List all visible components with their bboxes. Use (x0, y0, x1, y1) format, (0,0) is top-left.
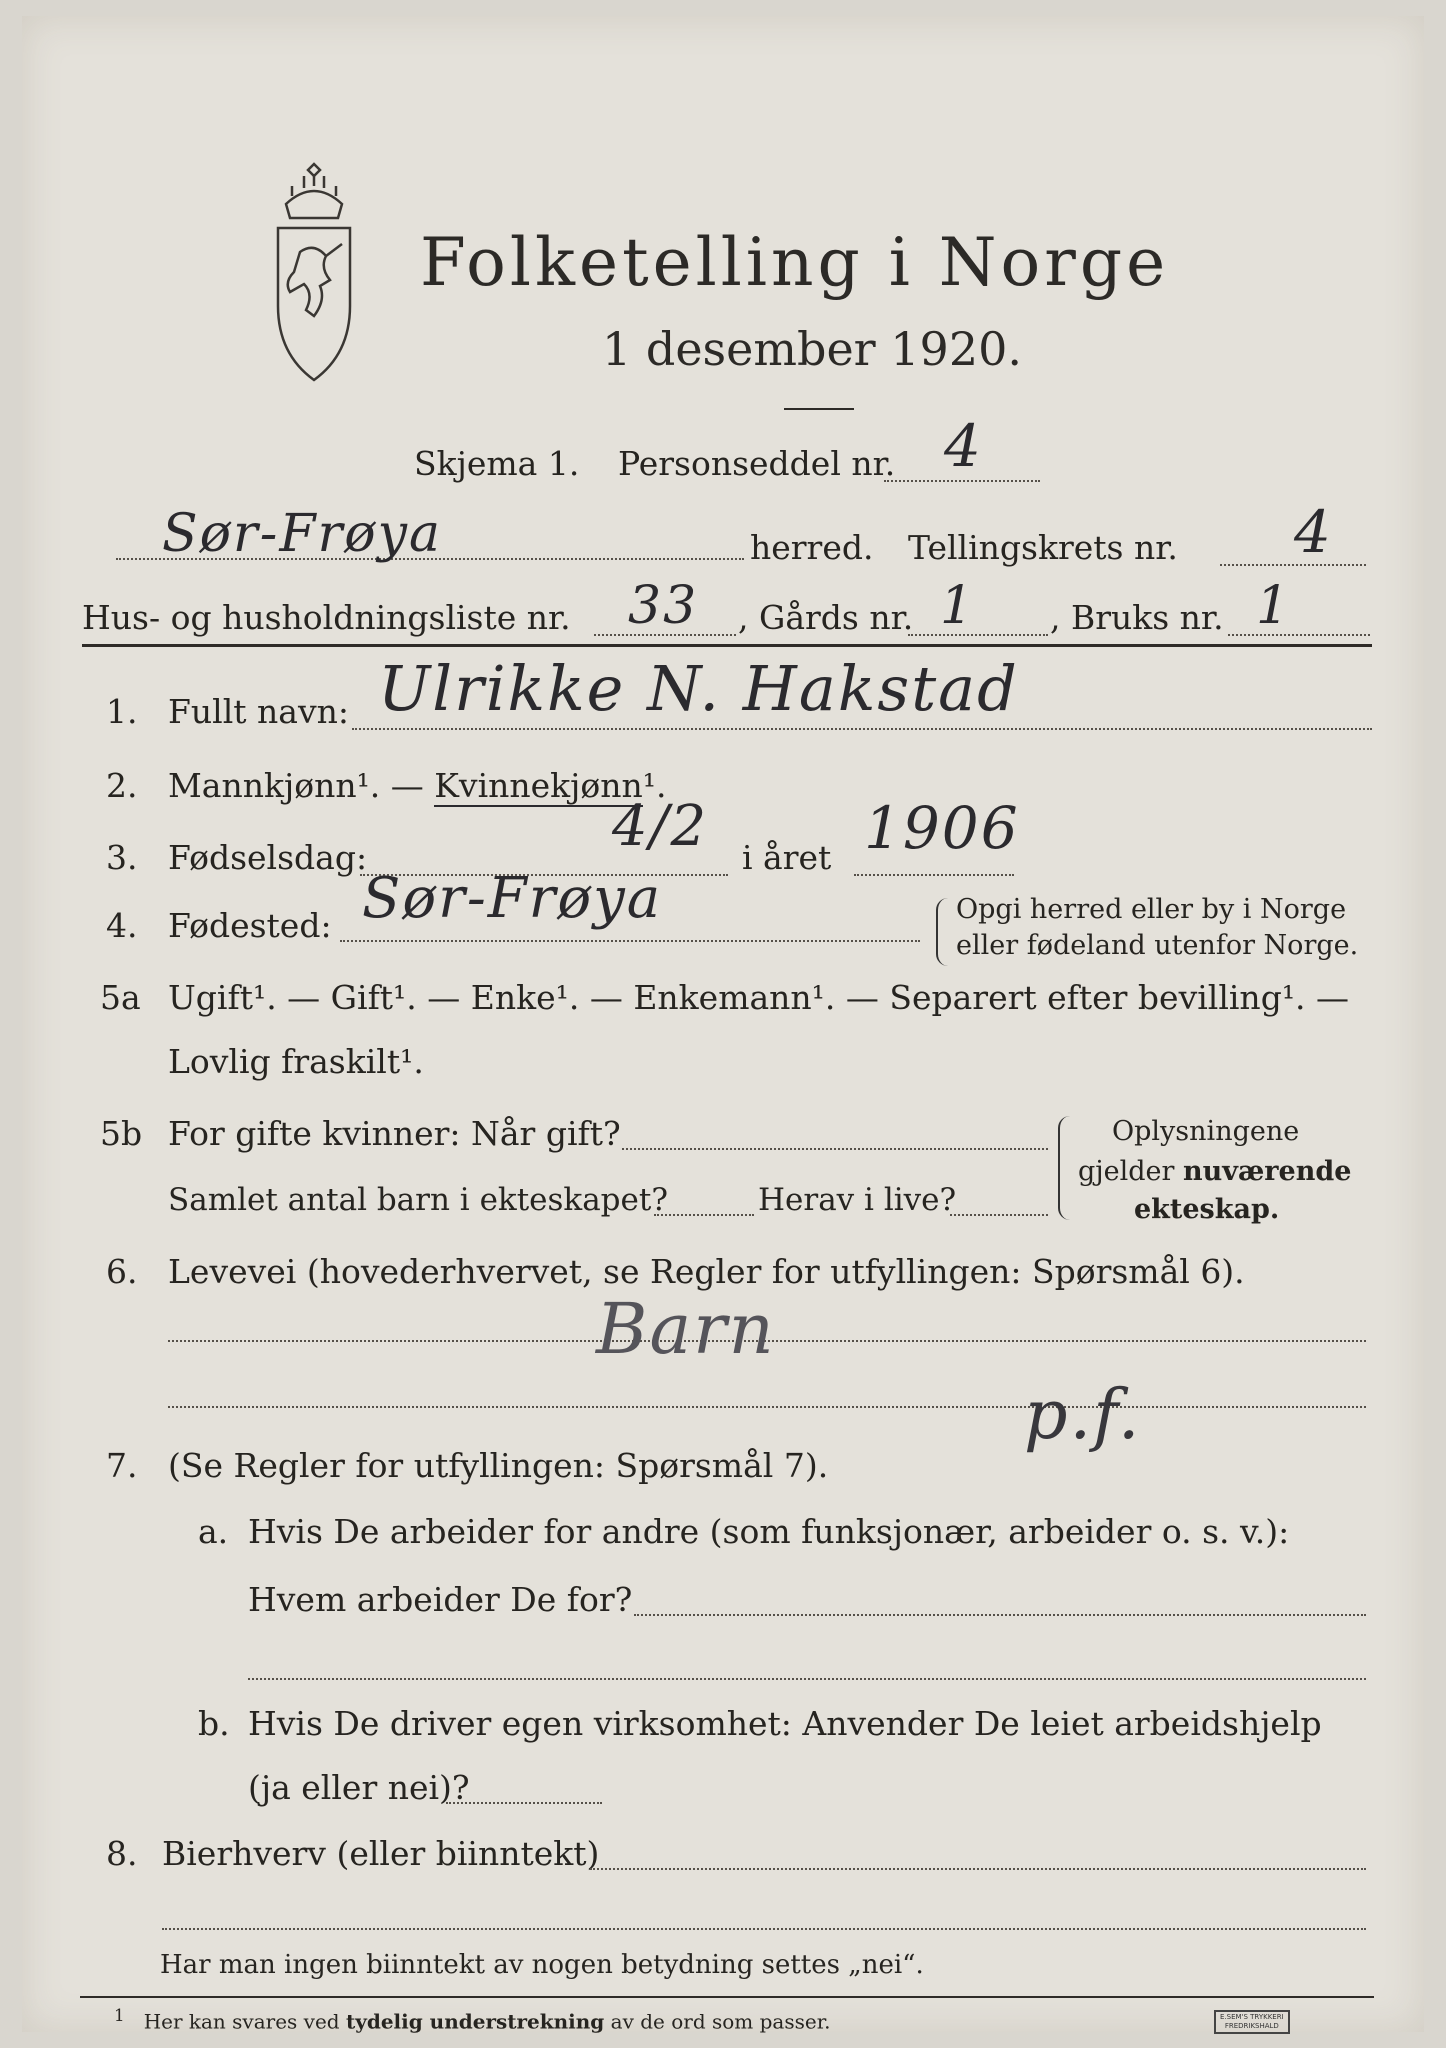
q7-label: (Se Regler for utfyllingen: Spørsmål 7). (168, 1446, 829, 1485)
skjema-label: Skjema 1. (414, 444, 580, 483)
page-title: Folketelling i Norge (420, 224, 1170, 301)
q7b-field-line (446, 1802, 602, 1804)
herred-value[interactable]: Sør-Frøya (162, 504, 442, 564)
q1-number: 1. (106, 692, 138, 731)
q5b-note-line3: ekteskap. (1134, 1194, 1280, 1225)
header-rule (82, 644, 1372, 647)
q3-label: Fødselsdag: (168, 838, 368, 877)
q7a-letter: a. (198, 1512, 229, 1551)
gards-value[interactable]: 1 (940, 576, 976, 636)
q6-label: Levevei (hovederhvervet, se Regler for utfyllingen: Spørsmål 6). (168, 1252, 1245, 1291)
printer-mark-line2: FREDRIKSHALD (1224, 2022, 1279, 2030)
q6-occupation-value[interactable]: Barn (596, 1288, 776, 1370)
q7-number: 7. (106, 1446, 138, 1485)
tellingskrets-label: Tellingskrets nr. (908, 528, 1178, 567)
q5b-note-line2-bold: nuværende (1183, 1156, 1352, 1187)
q5b-note-line2 (1078, 1156, 1351, 1187)
q1-field-line (352, 728, 1372, 730)
q1-fullname-value[interactable]: Ulrikke N. Hakstad (378, 652, 1019, 725)
footnote-text-a: Her kan svares ved (143, 2009, 346, 2034)
herred-label: herred. (750, 528, 874, 567)
q8-number: 8. (106, 1834, 138, 1873)
q4-label: Fødested: (168, 906, 332, 945)
q2-sex-options (168, 766, 667, 805)
q7a-field-line-1 (634, 1614, 1366, 1616)
q3-birthday-value[interactable]: 4/2 (612, 794, 709, 859)
husliste-label: Hus- og husholdningsliste nr. (82, 598, 571, 637)
norwegian-coat-of-arms-icon (266, 156, 362, 388)
q5a-marital-options[interactable]: Ugift¹. — Gift¹. — Enke¹. — Enkemann¹. — Separert efter bevilling¹. — (168, 978, 1350, 1017)
q4-note-line1: Opgi herred eller by i Norge (956, 894, 1347, 925)
q5b-number: 5b (100, 1114, 143, 1153)
q7b-letter: b. (198, 1704, 230, 1743)
personseddel-value[interactable]: 4 (944, 412, 983, 480)
q5b-alive-field-line (950, 1214, 1048, 1216)
title-divider (784, 408, 854, 410)
q3-year-label: i året (742, 838, 832, 877)
footnote-text-bold: tydelig understrekning (345, 2009, 605, 2034)
printer-mark-line1: E.SEM'S TRYKKERI (1220, 2013, 1284, 2021)
q2-footnote-mark: ¹. (642, 766, 667, 805)
census-form-page (22, 16, 1424, 2032)
q5b-married-label: For gifte kvinner: Når gift? (168, 1114, 621, 1153)
q4-number: 4. (106, 906, 138, 945)
q5b-children-field-line (654, 1214, 754, 1216)
q8-field-line-1 (590, 1868, 1366, 1870)
q6-field-line-2 (168, 1406, 1366, 1408)
q5b-children-label: Samlet antal barn i ekteskapet? (168, 1182, 668, 1218)
husliste-value[interactable]: 33 (628, 576, 699, 636)
q5b-alive-label: Herav i live? (758, 1182, 957, 1218)
bruks-label: , Bruks nr. (1050, 598, 1224, 637)
footer-rule (80, 1996, 1374, 1998)
gards-label: , Gårds nr. (738, 598, 914, 637)
bruks-value[interactable]: 1 (1256, 576, 1292, 636)
footnote-text-c: av de ord som passer. (604, 2009, 831, 2034)
q7b-line2: (ja eller nei)? (248, 1768, 470, 1807)
gards-field-line (908, 634, 1048, 636)
printer-mark (1214, 2010, 1290, 2034)
q5b-married-field-line (622, 1148, 1048, 1150)
q2-number: 2. (106, 766, 138, 805)
q7a-line1: Hvis De arbeider for andre (som funksjonær, arbeider o. s. v.): (248, 1512, 1290, 1551)
footnote-number: 1 (114, 2006, 125, 2025)
q4-field-line (340, 940, 920, 942)
q4-note-line2: eller fødeland utenfor Norge. (956, 930, 1359, 961)
q2-male-option[interactable]: Mannkjønn¹. — (168, 766, 435, 805)
q5a-number: 5a (100, 978, 141, 1017)
q8-field-line-2 (162, 1928, 1366, 1930)
q4-birthplace-value[interactable]: Sør-Frøya (362, 866, 663, 931)
q2-female-option-underlined[interactable]: Kvinnekjønn (434, 766, 643, 805)
q7b-line1: Hvis De driver egen virksomhet: Anvender De leiet arbeidshjelp (248, 1704, 1322, 1743)
q5b-note-line2-a: gjelder (1078, 1156, 1184, 1187)
q3-year-field-line (854, 874, 1014, 876)
q8-label: Bierhverv (eller biinntekt) (162, 1834, 600, 1873)
census-date: 1 desember 1920. (602, 322, 1022, 376)
tellingskrets-field-line (1220, 564, 1366, 566)
personseddel-field-line (884, 480, 1040, 482)
q6-occupation-suffix[interactable]: p.f. (1024, 1376, 1142, 1455)
q7a-line2: Hvem arbeider De for? (248, 1580, 633, 1619)
footnote (114, 2006, 830, 2034)
income-note: Har man ingen biinntekt av nogen betydning settes „nei“. (160, 1950, 924, 1980)
q1-label: Fullt navn: (168, 692, 349, 731)
q5b-note-bracket (1058, 1116, 1070, 1220)
q5a-divorced-option[interactable]: Lovlig fraskilt¹. (168, 1042, 424, 1081)
q6-number: 6. (106, 1252, 138, 1291)
q3-number: 3. (106, 838, 138, 877)
bruks-field-line (1228, 634, 1370, 636)
q5b-note-line1: Oplysningene (1112, 1116, 1300, 1147)
tellingskrets-value[interactable]: 4 (1294, 498, 1333, 566)
q4-note-bracket (936, 898, 948, 966)
q3-birthyear-value[interactable]: 1906 (864, 794, 1020, 862)
q7a-field-line-2 (248, 1678, 1366, 1680)
personseddel-label: Personseddel nr. (618, 444, 896, 483)
